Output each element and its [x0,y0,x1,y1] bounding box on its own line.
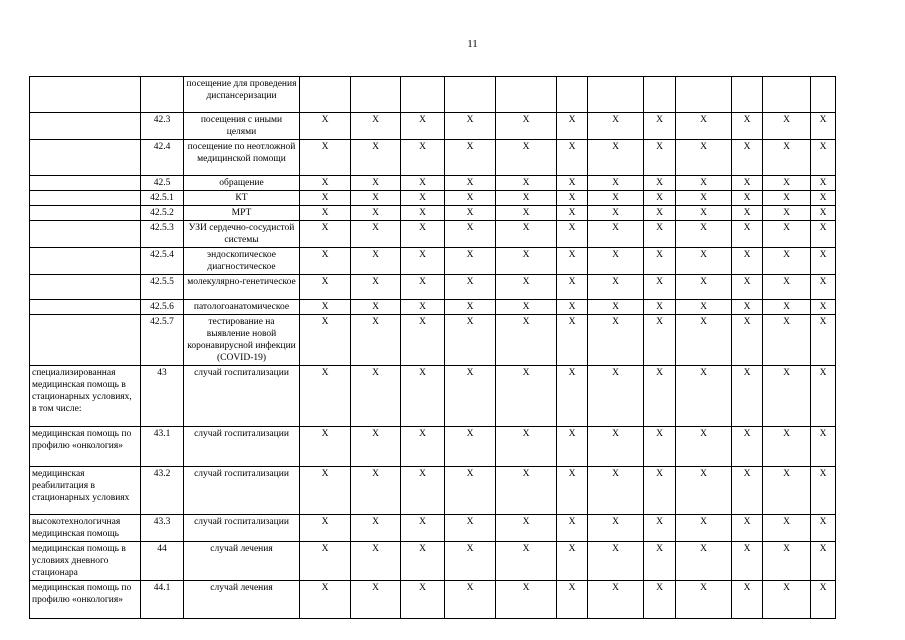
data-table [29,76,836,619]
value-cell: Х [811,206,836,221]
row-code-cell: 42.4 [141,140,184,176]
row-unit-cell: случай госпитализации [184,467,300,515]
value-cell: Х [644,542,676,581]
value-cell: Х [557,140,588,176]
row-name-cell: специализированная медицинская помощь в стационарных условиях, в том числе: [30,366,141,427]
row-unit-cell: посещение по неотложной медицинской помощи [184,140,300,176]
value-cell: Х [644,176,676,191]
value-cell: Х [732,515,763,542]
value-cell: Х [401,581,445,619]
value-cell: Х [351,467,401,515]
value-cell: Х [401,113,445,140]
value-cell: Х [300,221,351,248]
table-row [30,581,836,619]
row-unit-cell: случай госпитализации [184,427,300,467]
value-cell: Х [445,300,496,315]
value-cell: Х [557,113,588,140]
value-cell: Х [588,300,644,315]
row-code-cell: 42.5.4 [141,248,184,275]
value-cell: Х [732,581,763,619]
row-name-cell: высокотехнологичная медицинская помощь [30,515,141,542]
value-cell: Х [300,191,351,206]
row-name-cell [30,248,141,275]
table-row [30,221,836,248]
row-code-cell: 42.5.7 [141,315,184,366]
value-cell: Х [445,191,496,206]
value-cell: Х [732,248,763,275]
table-row [30,176,836,191]
value-cell: Х [732,315,763,366]
value-cell: Х [811,515,836,542]
row-unit-cell: молекулярно-генетическое [184,275,300,300]
value-cell [445,77,496,113]
value-cell: Х [557,206,588,221]
value-cell: Х [557,248,588,275]
value-cell: Х [588,315,644,366]
value-cell: Х [676,275,732,300]
value-cell: Х [445,221,496,248]
row-code-cell: 43.2 [141,467,184,515]
value-cell: Х [732,300,763,315]
value-cell: Х [811,191,836,206]
table-row [30,191,836,206]
value-cell [644,77,676,113]
value-cell: Х [557,515,588,542]
value-cell: Х [351,275,401,300]
value-cell: Х [300,315,351,366]
value-cell: Х [811,275,836,300]
row-unit-cell: случай госпитализации [184,366,300,427]
value-cell: Х [763,248,811,275]
row-unit-cell: посещения с иными целями [184,113,300,140]
value-cell: Х [351,581,401,619]
value-cell: Х [351,206,401,221]
row-unit-cell: случай лечения [184,581,300,619]
value-cell: Х [445,515,496,542]
row-name-cell [30,176,141,191]
value-cell: Х [763,542,811,581]
row-unit-cell: патологоанатомическое [184,300,300,315]
value-cell: Х [676,176,732,191]
value-cell: Х [588,248,644,275]
row-code-cell: 42.5.3 [141,221,184,248]
row-name-cell: медицинская помощь по профилю «онкология» [30,427,141,467]
value-cell: Х [300,248,351,275]
value-cell: Х [732,221,763,248]
value-cell: Х [763,191,811,206]
row-unit-cell: обращение [184,176,300,191]
table-row [30,315,836,366]
value-cell: Х [588,275,644,300]
value-cell: Х [588,206,644,221]
value-cell: Х [351,515,401,542]
value-cell: Х [351,191,401,206]
value-cell: Х [763,221,811,248]
value-cell: Х [732,467,763,515]
value-cell: Х [811,542,836,581]
value-cell [588,77,644,113]
value-cell: Х [644,206,676,221]
value-cell: Х [811,300,836,315]
value-cell: Х [557,467,588,515]
value-cell: Х [300,427,351,467]
row-code-cell: 42.5.6 [141,300,184,315]
value-cell [496,77,557,113]
row-code-cell: 44.1 [141,581,184,619]
table-row [30,113,836,140]
row-code-cell: 42.5.5 [141,275,184,300]
value-cell: Х [496,467,557,515]
value-cell: Х [300,113,351,140]
value-cell: Х [763,581,811,619]
value-cell: Х [763,275,811,300]
row-unit-cell: УЗИ сердечно-сосудистой системы [184,221,300,248]
table-row [30,542,836,581]
page-number: 11 [467,38,478,50]
value-cell: Х [300,467,351,515]
value-cell: Х [676,248,732,275]
value-cell: Х [644,248,676,275]
value-cell: Х [445,140,496,176]
value-cell: Х [588,467,644,515]
value-cell: Х [445,176,496,191]
row-code-cell: 42.3 [141,113,184,140]
row-name-cell: медицинская помощь в условиях дневного стационара [30,542,141,581]
row-code-cell: 42.5 [141,176,184,191]
value-cell: Х [676,467,732,515]
value-cell: Х [496,581,557,619]
value-cell: Х [763,140,811,176]
value-cell: Х [732,542,763,581]
value-cell: Х [496,315,557,366]
value-cell: Х [496,206,557,221]
value-cell: Х [401,366,445,427]
value-cell: Х [557,176,588,191]
value-cell [763,77,811,113]
value-cell: Х [401,140,445,176]
table-row [30,467,836,515]
value-cell: Х [300,581,351,619]
value-cell: Х [588,515,644,542]
value-cell: Х [763,515,811,542]
value-cell: Х [732,176,763,191]
value-cell: Х [763,467,811,515]
value-cell: Х [445,275,496,300]
value-cell [300,77,351,113]
value-cell: Х [763,315,811,366]
value-cell: Х [676,315,732,366]
row-name-cell [30,315,141,366]
value-cell: Х [557,542,588,581]
value-cell [557,77,588,113]
value-cell: Х [676,113,732,140]
table-row [30,248,836,275]
value-cell: Х [496,275,557,300]
table-row [30,275,836,300]
value-cell: Х [732,113,763,140]
value-cell: Х [351,427,401,467]
value-cell: Х [496,366,557,427]
value-cell: Х [496,191,557,206]
value-cell: Х [644,581,676,619]
value-cell: Х [644,467,676,515]
value-cell: Х [496,140,557,176]
value-cell: Х [811,248,836,275]
value-cell: Х [300,542,351,581]
value-cell: Х [644,315,676,366]
value-cell: Х [811,467,836,515]
row-name-cell [30,206,141,221]
value-cell: Х [401,515,445,542]
row-code-cell: 43.1 [141,427,184,467]
value-cell: Х [351,113,401,140]
value-cell [732,77,763,113]
row-code-cell: 43.3 [141,515,184,542]
value-cell: Х [763,176,811,191]
value-cell: Х [676,515,732,542]
value-cell: Х [300,515,351,542]
row-name-cell [30,275,141,300]
row-name-cell [30,113,141,140]
row-unit-cell: посещение для проведения диспансеризации [184,77,300,113]
table-row [30,300,836,315]
row-name-cell [30,191,141,206]
row-code-cell: 43 [141,366,184,427]
value-cell: Х [644,113,676,140]
value-cell: Х [557,191,588,206]
value-cell: Х [351,542,401,581]
value-cell: Х [351,140,401,176]
value-cell: Х [401,191,445,206]
value-cell: Х [588,191,644,206]
table-row [30,427,836,467]
value-cell: Х [401,248,445,275]
value-cell: Х [557,300,588,315]
value-cell: Х [401,542,445,581]
value-cell: Х [401,206,445,221]
value-cell: Х [588,221,644,248]
value-cell: Х [588,140,644,176]
value-cell: Х [763,366,811,427]
value-cell: Х [763,300,811,315]
value-cell: Х [763,206,811,221]
value-cell: Х [676,427,732,467]
value-cell: Х [811,113,836,140]
row-code-cell [141,77,184,113]
value-cell: Х [763,113,811,140]
value-cell: Х [557,366,588,427]
value-cell: Х [445,427,496,467]
table-row [30,140,836,176]
value-cell: Х [445,113,496,140]
value-cell: Х [676,366,732,427]
value-cell: Х [351,366,401,427]
value-cell: Х [445,315,496,366]
value-cell: Х [676,206,732,221]
row-unit-cell: МРТ [184,206,300,221]
value-cell: Х [401,221,445,248]
value-cell: Х [300,176,351,191]
value-cell: Х [445,206,496,221]
value-cell: Х [676,300,732,315]
value-cell: Х [351,300,401,315]
row-name-cell [30,221,141,248]
value-cell: Х [496,300,557,315]
value-cell: Х [644,275,676,300]
value-cell: Х [811,581,836,619]
row-code-cell: 44 [141,542,184,581]
value-cell: Х [445,542,496,581]
value-cell: Х [496,427,557,467]
value-cell [676,77,732,113]
value-cell: Х [351,248,401,275]
value-cell: Х [445,581,496,619]
value-cell: Х [445,248,496,275]
value-cell: Х [588,176,644,191]
value-cell: Х [732,427,763,467]
table-row [30,206,836,221]
value-cell: Х [557,315,588,366]
value-cell: Х [588,581,644,619]
value-cell: Х [351,176,401,191]
value-cell: Х [401,176,445,191]
value-cell: Х [445,467,496,515]
value-cell: Х [588,427,644,467]
row-name-cell [30,77,141,113]
value-cell: Х [644,191,676,206]
value-cell: Х [401,275,445,300]
value-cell: Х [732,140,763,176]
value-cell: Х [557,221,588,248]
value-cell: Х [644,515,676,542]
row-unit-cell: случай лечения [184,542,300,581]
value-cell: Х [496,176,557,191]
table-body [30,77,836,619]
value-cell: Х [496,248,557,275]
value-cell: Х [811,427,836,467]
table-row [30,366,836,427]
value-cell: Х [732,366,763,427]
value-cell: Х [588,113,644,140]
value-cell [811,77,836,113]
value-cell: Х [401,427,445,467]
value-cell: Х [811,366,836,427]
value-cell: Х [445,366,496,427]
value-cell: Х [351,221,401,248]
value-cell: Х [644,427,676,467]
value-cell: Х [732,191,763,206]
value-cell: Х [811,221,836,248]
value-cell: Х [811,176,836,191]
value-cell: Х [496,542,557,581]
row-unit-cell: случай госпитализации [184,515,300,542]
value-cell: Х [300,206,351,221]
value-cell [401,77,445,113]
row-unit-cell: тестирование на выявление новой коронавирусной инфекции (COVID-19) [184,315,300,366]
value-cell: Х [811,315,836,366]
value-cell: Х [676,140,732,176]
value-cell: Х [401,467,445,515]
value-cell: Х [496,515,557,542]
value-cell: Х [557,581,588,619]
value-cell: Х [763,427,811,467]
value-cell: Х [732,206,763,221]
value-cell: Х [351,315,401,366]
row-unit-cell: эндоскопическое диагностическое [184,248,300,275]
row-name-cell: медицинская помощь по профилю «онкология» [30,581,141,619]
value-cell: Х [557,275,588,300]
row-unit-cell: КТ [184,191,300,206]
value-cell: Х [401,300,445,315]
table-row [30,515,836,542]
value-cell: Х [676,581,732,619]
value-cell: Х [496,221,557,248]
value-cell: Х [588,366,644,427]
row-name-cell: медицинская реабилитация в стационарных условиях [30,467,141,515]
value-cell: Х [676,191,732,206]
value-cell: Х [300,300,351,315]
value-cell: Х [401,315,445,366]
value-cell: Х [300,140,351,176]
value-cell: Х [676,542,732,581]
value-cell [351,77,401,113]
value-cell: Х [300,275,351,300]
row-name-cell [30,300,141,315]
value-cell: Х [644,300,676,315]
table-row [30,77,836,113]
value-cell: Х [644,366,676,427]
value-cell: Х [644,221,676,248]
value-cell: Х [811,140,836,176]
value-cell: Х [588,542,644,581]
row-code-cell: 42.5.2 [141,206,184,221]
value-cell: Х [300,366,351,427]
value-cell: Х [644,140,676,176]
row-code-cell: 42.5.1 [141,191,184,206]
value-cell: Х [732,275,763,300]
value-cell: Х [557,427,588,467]
value-cell: Х [496,113,557,140]
value-cell: Х [676,221,732,248]
row-name-cell [30,140,141,176]
